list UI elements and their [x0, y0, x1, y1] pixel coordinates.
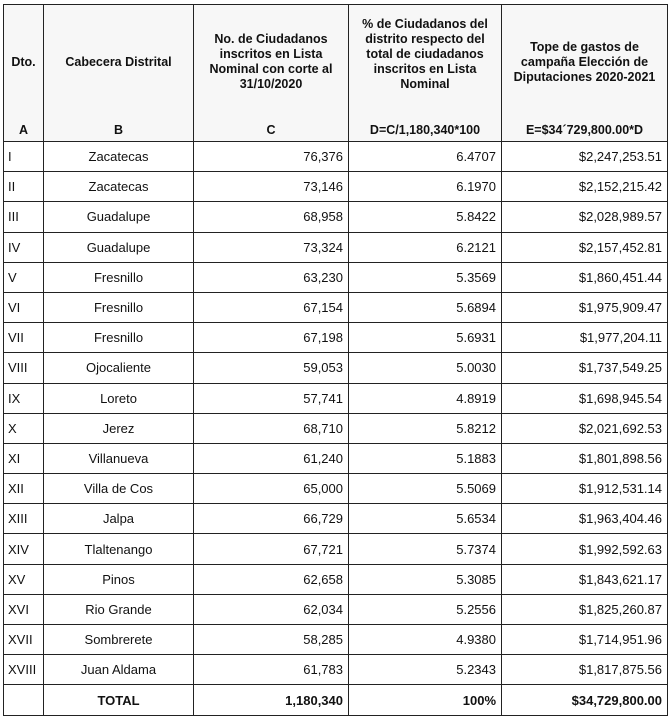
- total-ciudadanos: 1,180,340: [194, 685, 349, 716]
- table-row: [4, 534, 668, 564]
- district-cabecera-cell: Villa de Cos: [44, 474, 194, 504]
- district-cabecera-cell: Fresnillo: [44, 262, 194, 292]
- district-tope-cell: $2,021,692.53: [502, 413, 668, 443]
- district-tope-cell: $2,028,989.57: [502, 202, 668, 232]
- district-ciudadanos-cell: 73,146: [194, 172, 349, 202]
- district-tope-cell: $1,714,951.96: [502, 625, 668, 655]
- district-cabecera-cell: Guadalupe: [44, 202, 194, 232]
- district-ciudadanos-cell: 67,721: [194, 534, 349, 564]
- formula-d: D=C/1,180,340*100: [349, 119, 502, 142]
- district-porcentaje-cell: 5.8422: [349, 202, 502, 232]
- district-porcentaje-cell: 5.0030: [349, 353, 502, 383]
- table-row: [4, 172, 668, 202]
- table-row: [4, 443, 668, 473]
- district-cabecera-cell: Jerez: [44, 413, 194, 443]
- district-cabecera-cell: Sombrerete: [44, 625, 194, 655]
- district-cabecera-cell: Loreto: [44, 383, 194, 413]
- district-ciudadanos-cell: 68,958: [194, 202, 349, 232]
- table-row: [4, 474, 668, 504]
- district-tope-cell: $2,152,215.42: [502, 172, 668, 202]
- table-row: [4, 383, 668, 413]
- district-number-cell: XVIII: [4, 655, 44, 685]
- district-tope-cell: $2,157,452.81: [502, 232, 668, 262]
- district-number-cell: XV: [4, 564, 44, 594]
- district-tope-cell: $1,977,204.11: [502, 323, 668, 353]
- table-row: [4, 232, 668, 262]
- district-cabecera-cell: Jalpa: [44, 504, 194, 534]
- district-number-cell: IX: [4, 383, 44, 413]
- district-tope-cell: $1,963,404.46: [502, 504, 668, 534]
- header-porcentaje: % de Ciudadanos del distrito respecto del total de ciudadanos inscritos en Lista Nominal: [349, 5, 502, 120]
- district-tope-cell: $1,860,451.44: [502, 262, 668, 292]
- district-number-cell: XVII: [4, 625, 44, 655]
- district-porcentaje-cell: 5.5069: [349, 474, 502, 504]
- table-row: [4, 504, 668, 534]
- district-cabecera-cell: Ojocaliente: [44, 353, 194, 383]
- total-porcentaje: 100%: [349, 685, 502, 716]
- district-porcentaje-cell: 5.7374: [349, 534, 502, 564]
- district-ciudadanos-cell: 59,053: [194, 353, 349, 383]
- district-ciudadanos-cell: 62,034: [194, 594, 349, 624]
- district-rows: [4, 142, 668, 685]
- district-tope-cell: $1,992,592.63: [502, 534, 668, 564]
- district-cabecera-cell: Zacatecas: [44, 172, 194, 202]
- header-dto: Dto.: [4, 5, 44, 120]
- district-porcentaje-cell: 5.8212: [349, 413, 502, 443]
- district-ciudadanos-cell: 66,729: [194, 504, 349, 534]
- district-number-cell: IV: [4, 232, 44, 262]
- formula-c: C: [194, 119, 349, 142]
- district-ciudadanos-cell: 61,783: [194, 655, 349, 685]
- district-ciudadanos-cell: 61,240: [194, 443, 349, 473]
- district-number-cell: VI: [4, 292, 44, 322]
- table-row: [4, 655, 668, 685]
- district-cabecera-cell: Fresnillo: [44, 323, 194, 353]
- total-row: [4, 685, 668, 716]
- district-porcentaje-cell: 5.6534: [349, 504, 502, 534]
- district-tope-cell: $1,975,909.47: [502, 292, 668, 322]
- district-cabecera-cell: Guadalupe: [44, 232, 194, 262]
- header-tope: Tope de gastos de campaña Elección de Diputaciones 2020-2021: [502, 5, 668, 120]
- district-tope-cell: $1,843,621.17: [502, 564, 668, 594]
- district-number-cell: II: [4, 172, 44, 202]
- district-ciudadanos-cell: 58,285: [194, 625, 349, 655]
- table-row: [4, 353, 668, 383]
- total-label: TOTAL: [44, 685, 194, 716]
- district-ciudadanos-cell: 68,710: [194, 413, 349, 443]
- table-row: [4, 625, 668, 655]
- district-ciudadanos-cell: 62,658: [194, 564, 349, 594]
- table-row: [4, 292, 668, 322]
- district-number-cell: III: [4, 202, 44, 232]
- district-number-cell: I: [4, 142, 44, 172]
- district-tope-cell: $2,247,253.51: [502, 142, 668, 172]
- district-tope-cell: $1,825,260.87: [502, 594, 668, 624]
- campaign-spending-table: [3, 4, 668, 716]
- district-tope-cell: $1,698,945.54: [502, 383, 668, 413]
- district-ciudadanos-cell: 67,154: [194, 292, 349, 322]
- total-dto-cell: [4, 685, 44, 716]
- table-row: [4, 142, 668, 172]
- district-porcentaje-cell: 5.2343: [349, 655, 502, 685]
- district-number-cell: XII: [4, 474, 44, 504]
- district-porcentaje-cell: 5.1883: [349, 443, 502, 473]
- district-tope-cell: $1,912,531.14: [502, 474, 668, 504]
- districts-table-container: [3, 4, 668, 716]
- district-number-cell: XI: [4, 443, 44, 473]
- district-cabecera-cell: Pinos: [44, 564, 194, 594]
- district-porcentaje-cell: 4.9380: [349, 625, 502, 655]
- district-porcentaje-cell: 6.4707: [349, 142, 502, 172]
- district-cabecera-cell: Fresnillo: [44, 292, 194, 322]
- district-ciudadanos-cell: 76,376: [194, 142, 349, 172]
- district-cabecera-cell: Zacatecas: [44, 142, 194, 172]
- total-tope: $34,729,800.00: [502, 685, 668, 716]
- formula-row: [4, 119, 668, 142]
- district-ciudadanos-cell: 63,230: [194, 262, 349, 292]
- district-porcentaje-cell: 5.6931: [349, 323, 502, 353]
- district-number-cell: VII: [4, 323, 44, 353]
- district-cabecera-cell: Rio Grande: [44, 594, 194, 624]
- table-row: [4, 594, 668, 624]
- district-porcentaje-cell: 5.3569: [349, 262, 502, 292]
- district-porcentaje-cell: 5.3085: [349, 564, 502, 594]
- district-number-cell: V: [4, 262, 44, 292]
- district-number-cell: XIV: [4, 534, 44, 564]
- district-porcentaje-cell: 5.6894: [349, 292, 502, 322]
- formula-a: A: [4, 119, 44, 142]
- district-number-cell: VIII: [4, 353, 44, 383]
- district-ciudadanos-cell: 73,324: [194, 232, 349, 262]
- district-tope-cell: $1,801,898.56: [502, 443, 668, 473]
- district-cabecera-cell: Tlaltenango: [44, 534, 194, 564]
- table-row: [4, 262, 668, 292]
- formula-e: E=$34´729,800.00*D: [502, 119, 668, 142]
- district-tope-cell: $1,737,549.25: [502, 353, 668, 383]
- table-row: [4, 202, 668, 232]
- district-ciudadanos-cell: 65,000: [194, 474, 349, 504]
- district-porcentaje-cell: 6.1970: [349, 172, 502, 202]
- formula-b: B: [44, 119, 194, 142]
- table-row: [4, 323, 668, 353]
- district-tope-cell: $1,817,875.56: [502, 655, 668, 685]
- district-number-cell: XIII: [4, 504, 44, 534]
- district-porcentaje-cell: 5.2556: [349, 594, 502, 624]
- district-number-cell: X: [4, 413, 44, 443]
- header-ciudadanos: No. de Ciudadanos inscritos en Lista Nominal con corte al 31/10/2020: [194, 5, 349, 120]
- district-porcentaje-cell: 6.2121: [349, 232, 502, 262]
- table-row: [4, 564, 668, 594]
- header-row: [4, 5, 668, 120]
- district-ciudadanos-cell: 67,198: [194, 323, 349, 353]
- district-number-cell: XVI: [4, 594, 44, 624]
- header-cabecera: Cabecera Distrital: [44, 5, 194, 120]
- table-row: [4, 413, 668, 443]
- district-cabecera-cell: Juan Aldama: [44, 655, 194, 685]
- district-cabecera-cell: Villanueva: [44, 443, 194, 473]
- district-porcentaje-cell: 4.8919: [349, 383, 502, 413]
- district-ciudadanos-cell: 57,741: [194, 383, 349, 413]
